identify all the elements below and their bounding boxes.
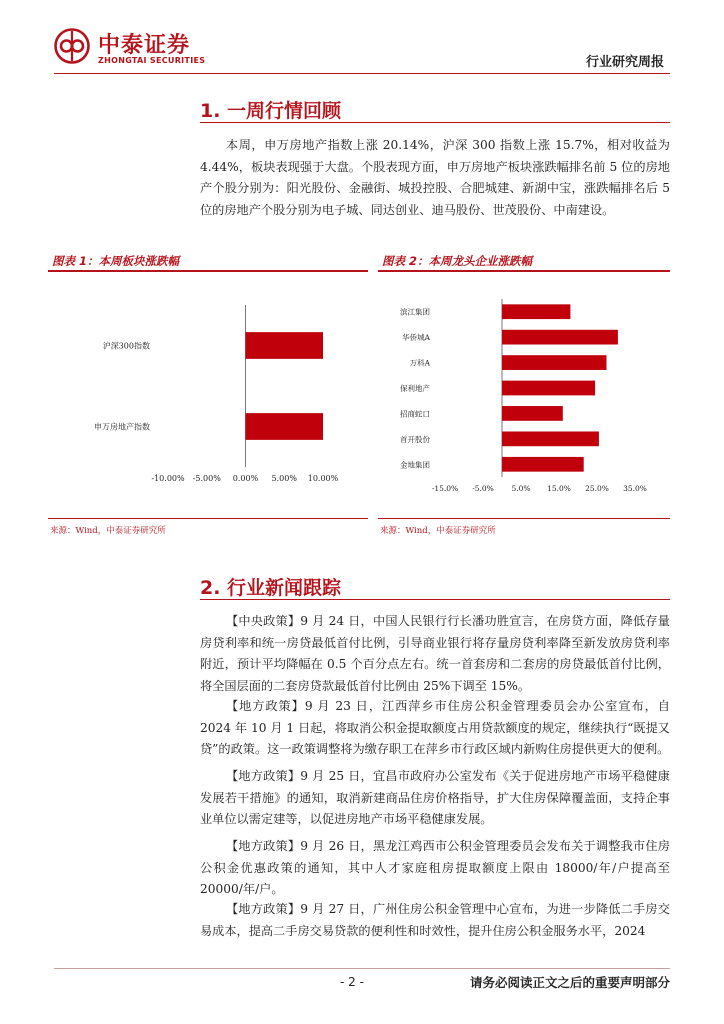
bar-7 [502, 457, 584, 472]
section2-title: 2. 行业新闻跟踪 [200, 577, 342, 599]
category-label: 华侨城A [402, 333, 430, 343]
news-item-4: 【地方政策】9 月 26 日，黑龙江鸡西市公积金管理委员会发布关于调整我市住房公积金优惠政策的通知，其中人才家庭租房提取额度上限由 18000/年/户提高至 20000/年/户。 [200, 839, 670, 896]
figure2-source: 来源：Wind，中泰证券研究所 [380, 526, 496, 536]
category-label: 万科A [409, 358, 430, 368]
x-tick-label: -5.0% [472, 484, 494, 493]
bar-3 [502, 355, 607, 370]
zhongtai-logo-icon [54, 28, 90, 64]
x-tick-label: 10.00% [307, 474, 339, 483]
news-item-1: 【中央政策】9 月 24 日，中国人民银行行长潘功胜宣言，在房贷方面，降低存量房贷利率和统一房贷最低首付比例，引导商业银行将存量房贷利率降至新发放房贷利率附近，预计平均降幅在 0.5 个百分点左右。统一首套房和二套房的房贷最低首付比例，将全国层面的二套房贷款最低首付比例由 25%下调至 15%。 [200, 614, 670, 693]
x-tick-label: -5.00% [192, 474, 221, 483]
category-label: 招商蛇口 [400, 409, 430, 419]
figure1-chart [48, 275, 368, 515]
figure2-title: 图表 2：本周龙头企业涨跌幅 [382, 254, 533, 268]
x-tick-label: 25.0% [585, 484, 609, 493]
category-label: 保利地产 [400, 384, 430, 393]
x-tick-label: 0.00% [232, 474, 259, 483]
figure1-title: 图表 1：本周板块涨跌幅 [52, 254, 180, 268]
figure1-top-rule [48, 270, 368, 272]
category-label: 首开股份 [400, 434, 430, 444]
report-type: 行业研究周报 [585, 55, 664, 70]
category-label: 滨江集团 [400, 307, 430, 317]
bar-1 [246, 332, 324, 359]
bar-2 [502, 330, 618, 345]
section1-divider [200, 122, 670, 123]
bar-6 [502, 431, 599, 446]
category-label: 申万房地产指数 [94, 422, 150, 432]
bar-1 [502, 304, 570, 319]
x-tick-label: 5.00% [271, 474, 297, 483]
disclaimer-note: 请务必阅读正文之后的重要声明部分 [469, 975, 670, 990]
news-item-5: 【地方政策】9 月 27 日，广州住房公积金管理中心宣布，为进一步降低二手房交易成本，提高二手房交易贷款的便利性和时效性，提升住房公积金服务水平，2024 [200, 902, 670, 938]
footer-divider [54, 968, 670, 969]
bar-5 [502, 406, 563, 421]
x-tick-label: 35.0% [623, 484, 647, 493]
figure2-top-rule [378, 270, 670, 272]
header-divider [54, 73, 670, 74]
section1-paragraph: 本周，申万房地产指数上涨 20.14%，沪深 300 指数上涨 15.7%，相对收益为 4.44%，板块表现强于大盘。个股表现方面，申万房地产板块涨跌幅排名前 5 位的房地产个股分别为：阳光股份、金融街、城投控股、合肥城建、新湖中宝，涨跌幅排名后 5 位的房地产个股分别为电子城、同达创业、迪马股份、世茂股份、中南建设。 [200, 138, 670, 217]
category-label: 沪深300指数 [102, 341, 150, 351]
page-header [0, 0, 724, 80]
news-item-3: 【地方政策】9 月 25 日，宜昌市政府办公室发布《关于促进房地产市场平稳健康发展若干措施》的通知，取消新建商品住房价格指导，扩大住房保障覆盖面，支持企事业单位以需定建等，以促进房地产市场平稳健康发展。 [200, 769, 670, 826]
figure1-source: 来源：Wind，中泰证券研究所 [50, 526, 166, 536]
x-tick-label: 5.0% [511, 484, 531, 493]
page-number: - 2 - [340, 975, 364, 989]
category-label: 金地集团 [400, 460, 430, 470]
logo-text-en: ZHONGTAI SECURITIES [98, 56, 206, 65]
news-item-2: 【地方政策】9 月 23 日，江西萍乡市住房公积金管理委员会办公室宣布，自 2024 年 10 月 1 日起，将取消公积金提取额度占用贷款额度的规定，继续执行“既提又贷”的政策。这一政策调整将为缴存职工在萍乡市行政区域内新购住房提供更大的便利。 [200, 699, 670, 756]
section2-divider [200, 599, 670, 600]
x-tick-label: -15.0% [431, 484, 459, 493]
figure2-bottom-rule [378, 518, 670, 519]
bar-4 [502, 381, 595, 396]
figure2-chart [378, 275, 670, 515]
x-tick-label: -10.00% [151, 474, 185, 483]
section1-title: 1. 一周行情回顾 [200, 100, 342, 122]
figure1-bottom-rule [48, 518, 368, 519]
x-tick-label: 15.0% [547, 484, 571, 493]
logo-text-cn: 中泰证券 [98, 33, 191, 58]
bar-2 [246, 413, 324, 440]
